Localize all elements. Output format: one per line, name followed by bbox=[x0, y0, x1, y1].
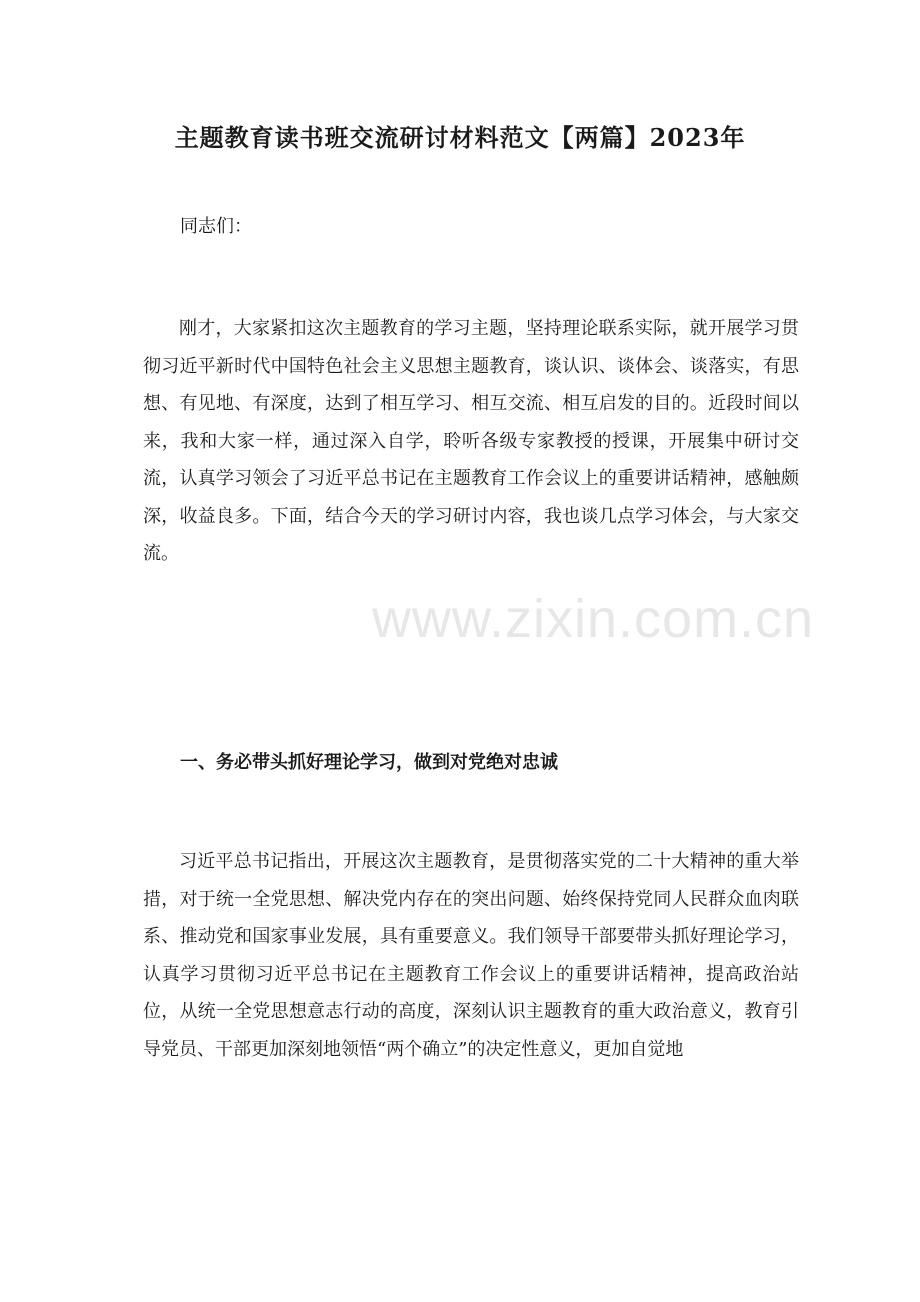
salutation: 同志们： bbox=[180, 216, 252, 237]
body-paragraph-2: 习近平总书记指出，开展这次主题教育，是贯彻落实党的二十大精神的重大举措，对于统一全党思想、解决党内存在的突出问题、始终保持党同人民群众血肉联系、推动党和国家事业发展，具有重要意义。我们领导干部要带头抓好理论学习，认真学习贯彻习近平总书记在主题教育工作会议上的重要讲话精神，提高政治站位，从统一全党思想意志行动的高度，深刻认识主题教育的重大政治意义，教育引导党员、干部更加深刻地领悟“两个确立”的决定性意义，更加自觉地 bbox=[143, 851, 799, 1060]
body-paragraph-1: 刚才，大家紧扣这次主题教育的学习主题，坚持理论联系实际，就开展学习贯彻习近平新时代中国特色社会主义思想主题教育，谈认识、谈体会、谈落实，有思想、有见地、有深度，达到了相互学习、相互交流、相互启发的目的。近段时间以来，我和大家一样，通过深入自学，聆听各级专家教授的授课，开展集中研讨交流，认真学习领会了习近平总书记在主题教育工作会议上的重要讲话精神，感触颇深，收益良多。下面，结合今天的学习研讨内容，我也谈几点学习体会，与大家交流。 bbox=[143, 318, 799, 564]
watermark: www.zixin.com.cn bbox=[372, 589, 815, 649]
document-title: 主题教育读书班交流研讨材料范文【两篇】2023年 bbox=[174, 123, 746, 152]
section-heading-1: 一、务必带头抓好理论学习，做到对党绝对忠诚 bbox=[180, 752, 558, 773]
